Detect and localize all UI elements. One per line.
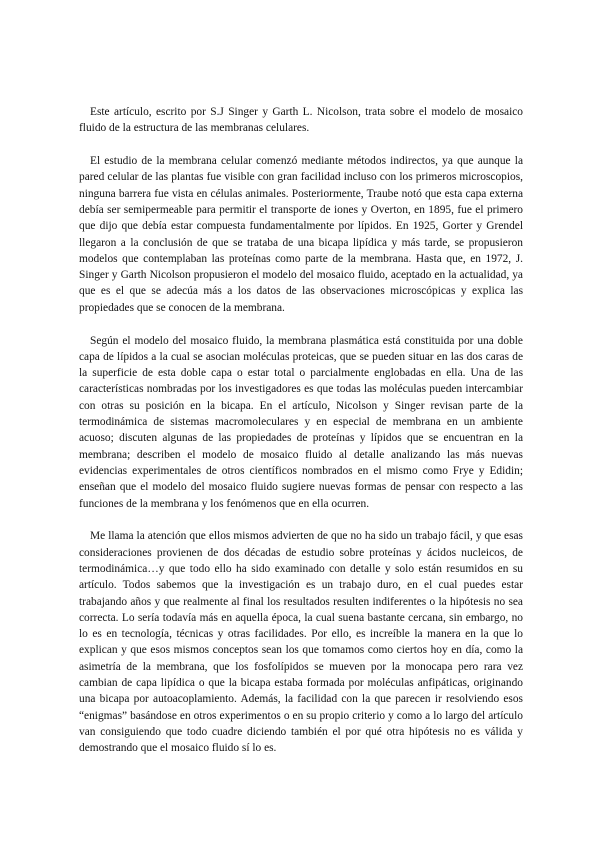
paragraph-model: Según el modelo del mosaico fluido, la membrana plasmática está constituida por una doble capa de lípidos a la cual se asocian moléculas proteicas, que se pueden situar en las dos caras de la superficie de esta doble capa o estar total o parcialmente englobadas en ella. Una de las características nombradas por los investigadores es que todas las moléculas pueden intercambiar con otras su posición en la bicapa. En el artículo, Nicolson y Singer revisan parte de la termodinámica de sistemas macromoleculares y en especial de membrana en un ambiente acuoso; discuten algunas de las propiedades de proteínas y lípidos que se encuentran en la membrana; describen el modelo de mosaico fluido al detalle analizando las más nuevas evidencias experimentales de otros científicos nombrados en el mismo como Frye y Edidin; enseñan que el modelo del mosaico fluido sugiere nuevas formas de pensar con respecto a las funciones de la membrana y los fenómenos que en ella ocurren. [79,334,523,510]
document-body [79,104,523,773]
paragraph-history: El estudio de la membrana celular comenzó mediante métodos indirectos, ya que aunque la pared celular de las plantas fue visible con gran facilidad incluso con los primeros microscopios, ninguna barrera fue vista en células animales. Posteriormente, Traube notó que esta capa externa debía ser semipermeable para permitir el transporte de iones y Overton, en 1895, fue el primero que dijo que debía estar compuesta fundamentalmente por lípidos. En 1925, Gorter y Grendel llegaron a la conclusión de que se trataba de una bicapa lipídica y más tarde, se propusieron modelos que contemplaban las proteínas como parte de la membrana. Hasta que, en 1972, J. Singer y Garth Nicolson propusieron el modelo del mosaico fluido, aceptado en la actualidad, ya que es el que se adecúa más a los datos de las observaciones microscópicas y explica las propiedades que se conocen de la membrana. [79,155,523,314]
paragraph-intro: Este artículo, escrito por S.J Singer y Garth L. Nicolson, trata sobre el modelo de mosaico fluido de la estructura de las membranas celulares. [79,106,523,135]
paragraph-opinion: Me llama la atención que ellos mismos advierten de que no ha sido un trabajo fácil, y que esas consideraciones provienen de dos décadas de estudio sobre proteínas y ácidos nucleicos, de termodinámica…y que todo ello ha sido examinado con detalle y solo están resumidos en su artículo. Todos sabemos que la investigación es un trabajo duro, en el cual puedes estar trabajando años y que realmente al final los resultados resulten indiferentes o la hipótesis no sea correcta. Lo sería todavía más en aquella época, la cual suena bastante cercana, sin embargo, no lo es en tecnología, técnicas y otras facilidades. Por ello, es increíble la manera en la que lo explican y que esos mismos conceptos sean los que tomamos como ciertos hoy en día, como la asimetría de la membrana, que los fosfolípidos se mueven por la monocapa pero rara vez cambian de capa lipídica o que la bicapa estaba formada por moléculas anfipáticas, originando una bicapa por autoacoplamiento. Además, la facilidad con la que parecen ir resolviendo esos “enigmas” basándose en otros experimentos o en su propio criterio y como a lo largo del artículo van consiguiendo que todo cuadre diciendo también el por qué otra hipótesis no es válida y demostrando que el mosaico fluido sí lo es. [79,530,523,755]
